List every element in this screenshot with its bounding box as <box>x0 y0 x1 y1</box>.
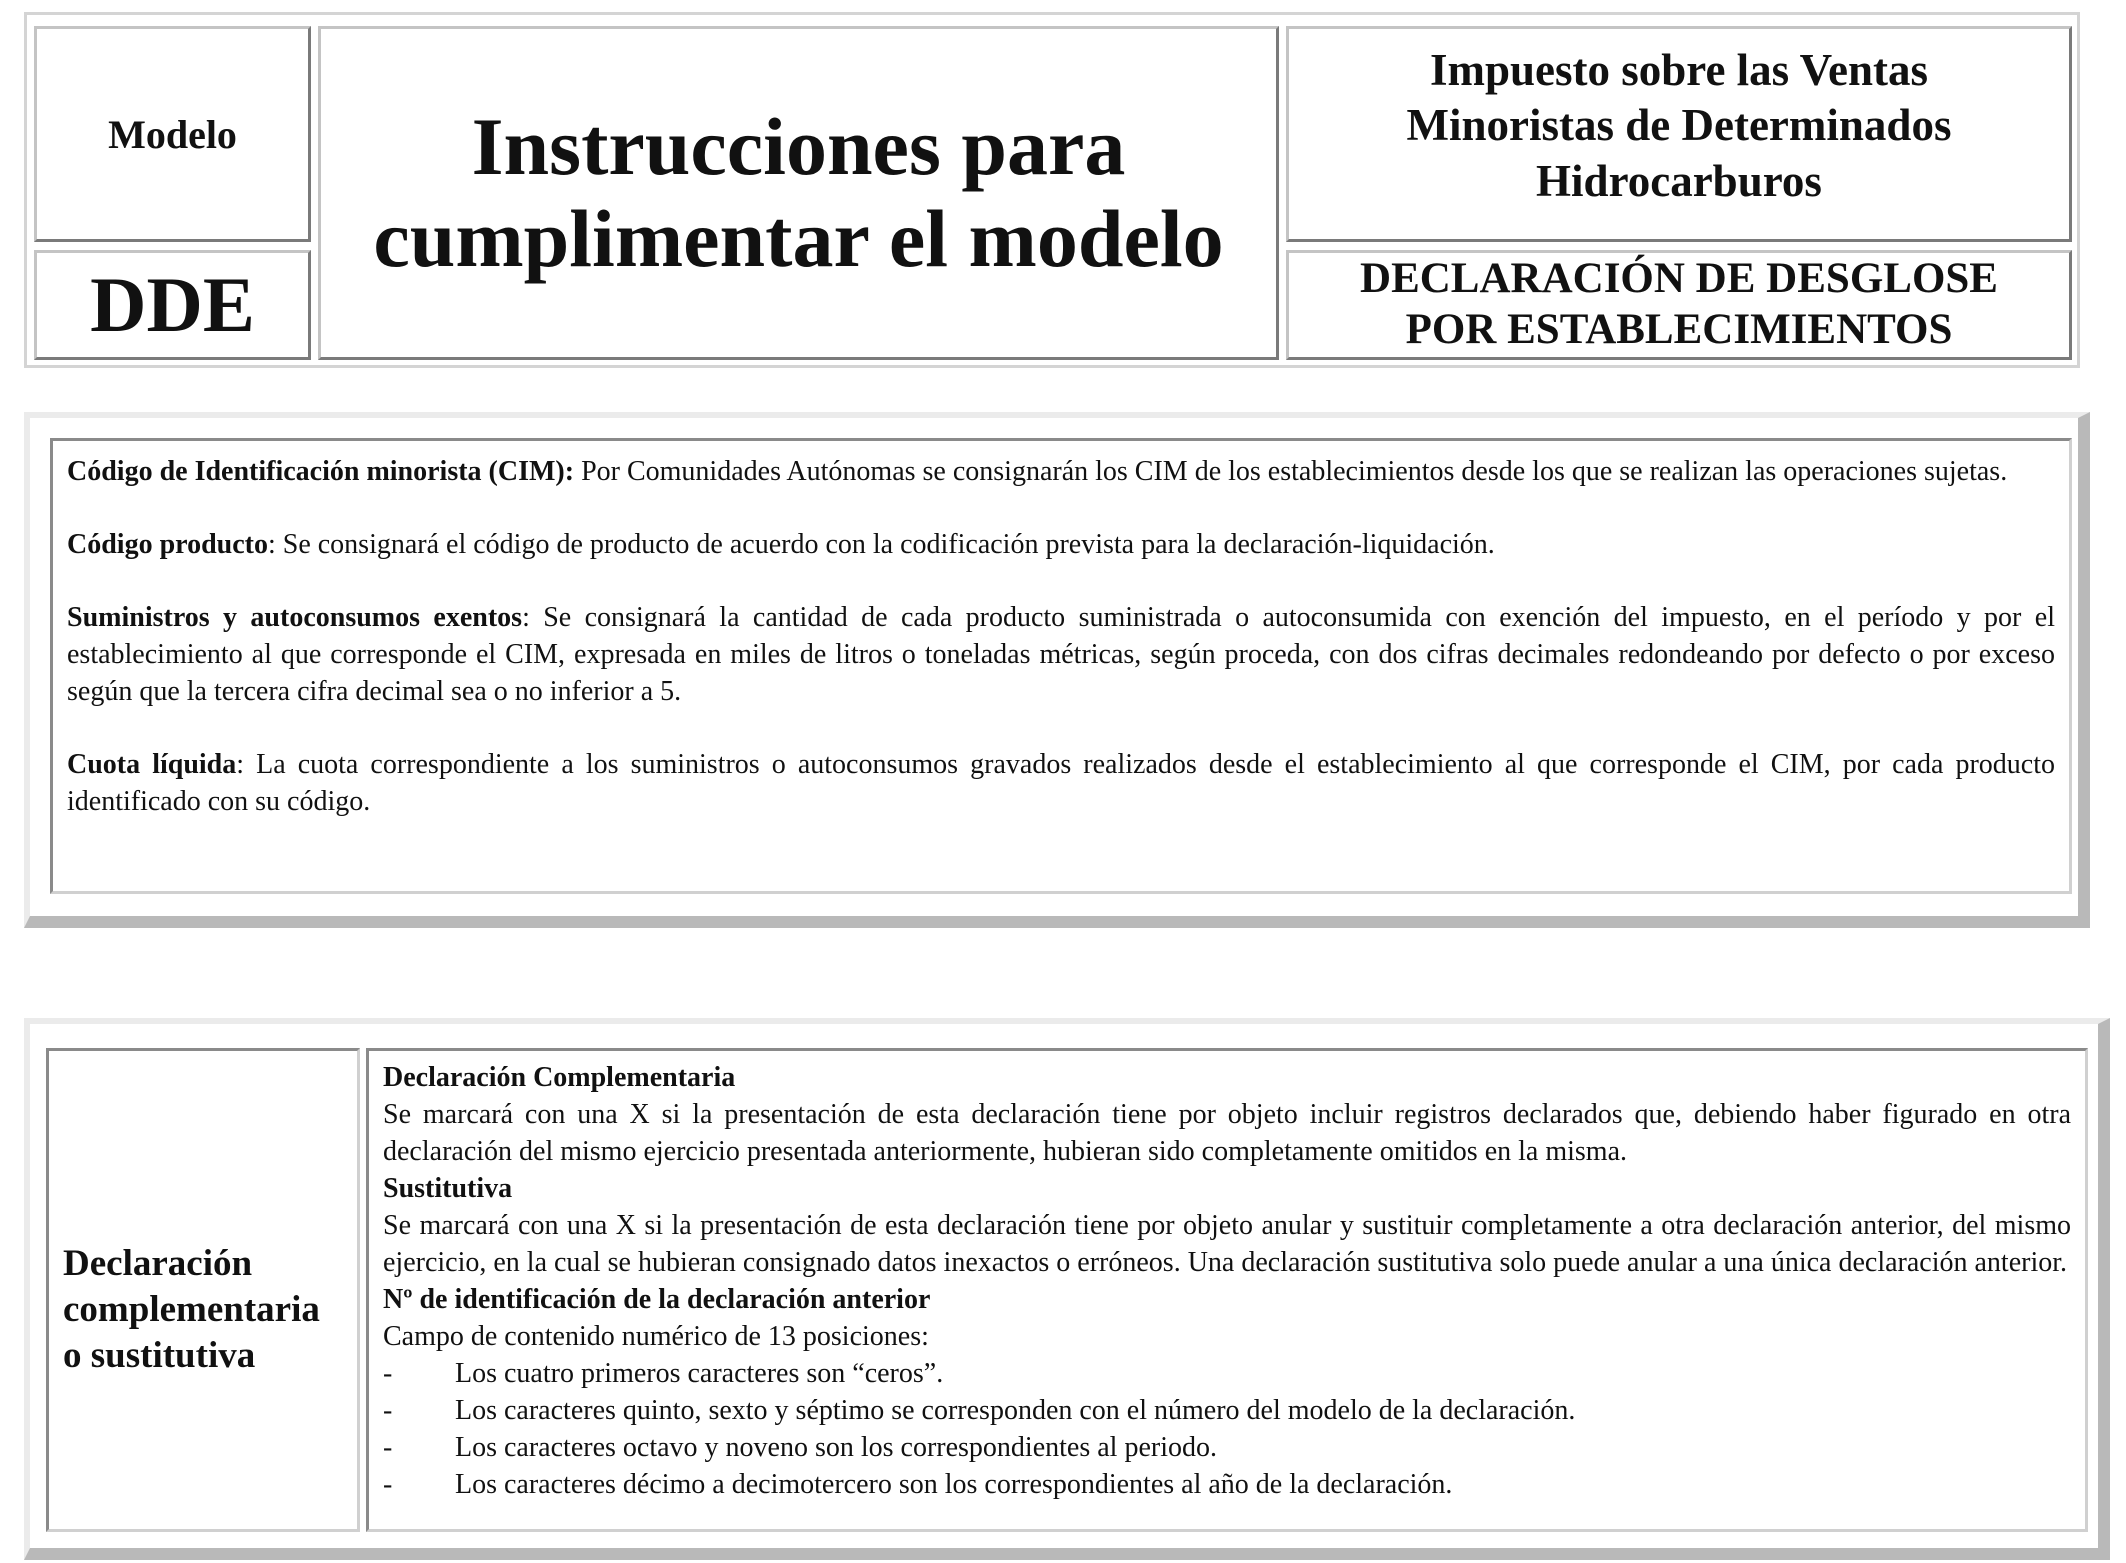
declaration-type-cell <box>1286 250 2072 360</box>
definition-text: : Se consignará el código de producto de acuerdo con la codificación prevista para la declaración-liquidación. <box>267 529 1495 560</box>
modelo-label: Modelo <box>108 111 237 157</box>
declaration-type-line-2: POR ESTABLECIMIENTOS <box>1405 306 1953 353</box>
definition-codigo-producto <box>67 526 2055 563</box>
form-header <box>24 12 2080 368</box>
declaration-type <box>1360 254 1998 355</box>
bullet-dash: - <box>383 1395 393 1426</box>
definition-cuota-liquida <box>67 746 2055 820</box>
tax-name-line-2: Minoristas de Determinados <box>1406 100 1952 151</box>
definition-text: : La cuota correspondiente a los suministros o autoconsumos gravados realizados desde el establecimiento al que corresponde el CIM, por cada producto identificado con su código. <box>67 749 2055 817</box>
tax-name-cell <box>1286 26 2072 242</box>
definition-term: Código de Identificación minorista (CIM): <box>67 456 575 487</box>
definition-term: Suministros y autoconsumos exentos <box>67 602 523 633</box>
bullet-dash: - <box>383 1432 393 1463</box>
page-title <box>373 101 1223 285</box>
definition-suministros-exentos <box>67 599 2055 710</box>
tax-name-line-1: Impuesto sobre las Ventas <box>1429 45 1928 95</box>
page-title-line-2: cumplimentar el modelo <box>373 193 1224 284</box>
sustitutiva-text: Se marcará con una X si la presentación de esta declaración tiene por objeto anular y sustituir completamente a otra declaración anterior, del mismo ejercicio, en la cual se hubieran consignado datos inexactos o erróneos. Una declaración sustitutiva solo puede anular a una única declaración anterior. <box>383 1210 2071 1278</box>
previous-declaration-id-text: Campo de contenido numérico de 13 posiciones: <box>383 1321 929 1352</box>
complementaria-heading: Declaración Complementaria <box>383 1062 736 1093</box>
complementaria-text: Se marcará con una X si la presentación de esta declaración tiene por objeto incluir registros declarados que, debiendo haber figurado en otra declaración del mismo ejercicio presentada anteriormente, hubieran sido completamente omitidos en la misma. <box>383 1099 2071 1167</box>
tax-name-line-3: Hidrocarburos <box>1536 155 1822 206</box>
bullet-dash: - <box>383 1358 393 1389</box>
declaration-side-cell <box>46 1048 360 1532</box>
list-item <box>383 1466 2071 1503</box>
tax-name <box>1407 43 1952 209</box>
modelo-code-cell <box>34 250 311 360</box>
side-label-line-3: o sustitutiva <box>63 1335 256 1376</box>
list-item-text: Los cuatro primeros caracteres son “ceros”. <box>455 1358 944 1389</box>
field-definitions-box <box>50 438 2072 894</box>
list-item-text: Los caracteres octavo y noveno son los correspondientes al periodo. <box>455 1432 1217 1463</box>
side-label-line-2: complementaria <box>63 1289 320 1330</box>
previous-declaration-id-heading: Nº de identificación de la declaración anterior <box>383 1284 931 1315</box>
field-definitions-frame <box>24 412 2090 928</box>
list-item-text: Los caracteres décimo a decimotercero son los correspondientes al año de la declaración. <box>455 1469 1453 1500</box>
sustitutiva-heading: Sustitutiva <box>383 1173 513 1204</box>
definition-term: Código producto <box>67 529 268 560</box>
declaration-instructions-cell <box>366 1048 2088 1532</box>
list-item <box>383 1429 2071 1466</box>
declaration-type-line-1: DECLARACIÓN DE DESGLOSE <box>1360 255 1998 303</box>
side-label-line-1: Declaración <box>63 1243 253 1284</box>
modelo-label-cell <box>34 26 311 242</box>
bullet-dash: - <box>383 1469 393 1500</box>
page-title-cell <box>318 26 1279 360</box>
list-item <box>383 1392 2071 1429</box>
definition-cim <box>67 453 2055 490</box>
definition-text: Por Comunidades Autónomas se consignarán los CIM de los establecimientos desde los que se realizan las operaciones sujetas. <box>574 456 2008 487</box>
modelo-code: DDE <box>90 261 255 348</box>
definition-text: : Se consignará la cantidad de cada producto suministrada o autoconsumida con exención del impuesto, en el período y por el establecimiento al que corresponde el CIM, expresada en miles de litros o toneladas métricas, según proceda, con dos cifras decimales redondeando por defecto o por exceso según que la tercera cifra decimal sea o no inferior a 5. <box>67 602 2055 707</box>
list-item <box>383 1355 2071 1392</box>
declaration-type-frame <box>24 1018 2110 1560</box>
page-title-line-1: Instrucciones para <box>471 101 1126 193</box>
definition-term: Cuota líquida <box>67 749 237 780</box>
list-item-text: Los caracteres quinto, sexto y séptimo se corresponden con el número del modelo de la declaración. <box>455 1395 1576 1426</box>
declaration-side-label <box>63 1241 320 1379</box>
